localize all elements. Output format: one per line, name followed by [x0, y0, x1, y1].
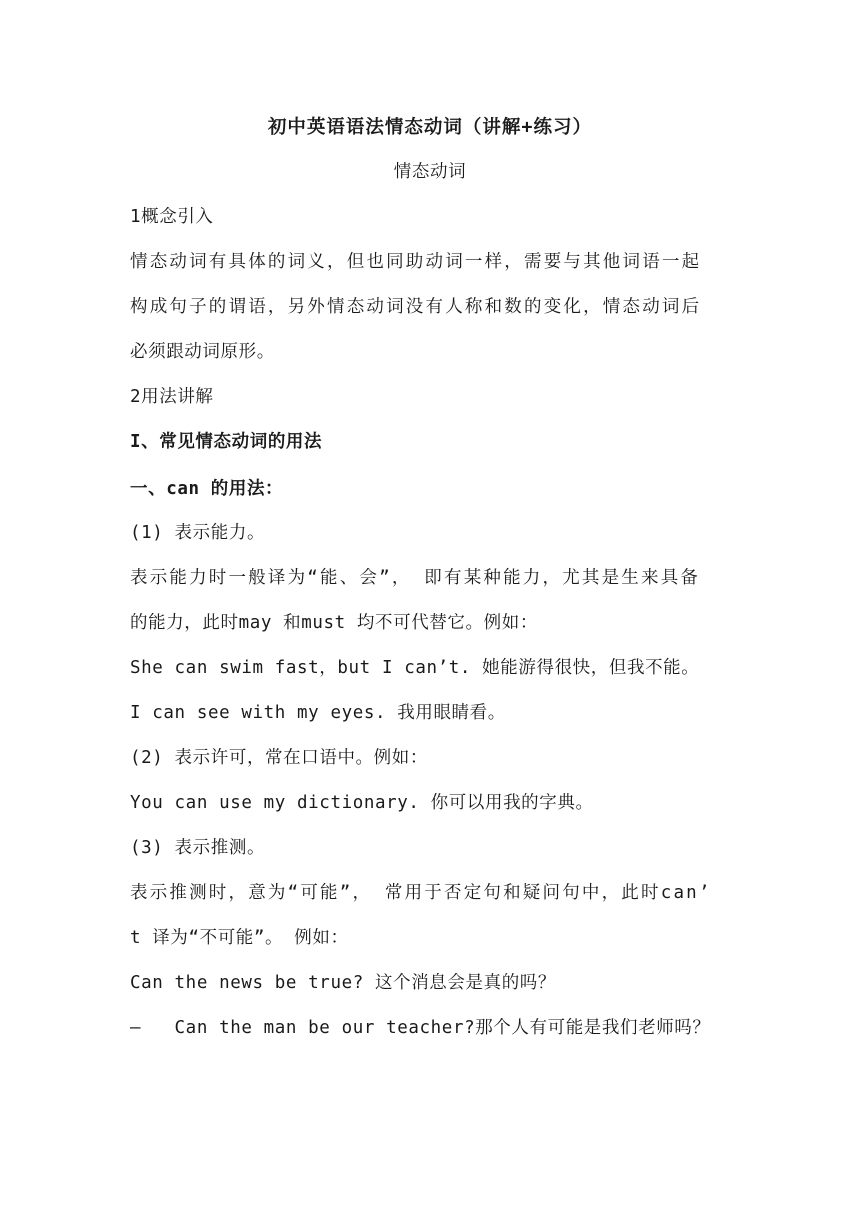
section-heading-concept: 1概念引入: [130, 207, 214, 227]
paragraph-line: 情态动词有具体的词义，但也同助动词一样，需要与其他词语一起: [130, 252, 702, 272]
paragraph-line: 表示能力时一般译为“能、会”， 即有某种能力，尤其是生来具备: [130, 568, 701, 588]
document-title: 初中英语语法情态动词（讲解+练习）: [267, 117, 593, 138]
section-heading-can: 一、can 的用法：: [130, 479, 284, 499]
paragraph-line: 表示推测时，意为“可能”， 常用于否定句和疑问句中，此时can’: [130, 883, 712, 903]
example-sentence: Can the news be true? 这个消息会是真的吗？: [130, 973, 556, 993]
subheading-speculation: (3) 表示推测。: [130, 838, 266, 858]
subheading-permission: (2) 表示许可，常在口语中。例如：: [130, 748, 428, 768]
paragraph-line: 必须跟动词原形。: [130, 342, 275, 362]
paragraph-line: 构成句子的谓语，另外情态动词没有人称和数的变化，情态动词后: [130, 297, 702, 317]
example-sentence: She can swim fast，but I can’t. 她能游得很快，但我不能。: [130, 658, 700, 678]
paragraph-line: t 译为“不可能”。 例如：: [130, 928, 349, 948]
example-sentence: I can see with my eyes. 我用眼睛看。: [130, 703, 506, 723]
paragraph-line: 的能力，此时may 和must 均不可代替它。例如：: [130, 613, 538, 633]
document-subtitle: 情态动词: [393, 162, 467, 182]
example-sentence: You can use my dictionary. 你可以用我的字典。: [130, 793, 594, 813]
example-sentence: — Can the man be our teacher?那个人有可能是我们老师吗？: [130, 1018, 711, 1038]
subheading-ability: (1) 表示能力。: [130, 523, 266, 543]
section-heading-modal-usage: I、常见情态动词的用法: [130, 432, 323, 452]
section-heading-usage: 2用法讲解: [130, 387, 214, 407]
